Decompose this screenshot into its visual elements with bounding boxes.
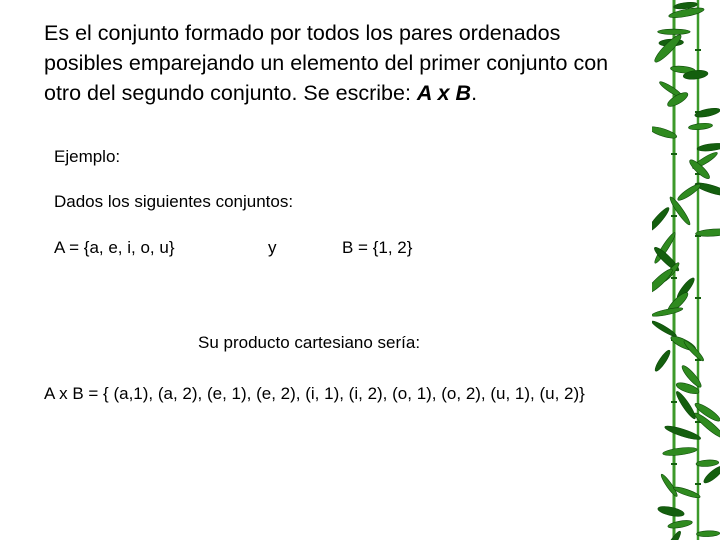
- bamboo-leaf: [657, 505, 685, 519]
- definition-formula: A x B: [416, 81, 472, 105]
- example-intro: Dados los siguientes conjuntos:: [54, 192, 294, 211]
- set-a: A = {a, e, i, o, u}: [54, 238, 175, 257]
- bamboo-leaf: [702, 464, 720, 485]
- definition-end: .: [471, 81, 478, 105]
- bamboo-leaf: [652, 267, 675, 297]
- bamboo-leaf: [696, 530, 720, 537]
- bamboo-leaf: [664, 424, 702, 442]
- definition-paragraph: [44, 18, 644, 108]
- conjunction: y: [268, 238, 277, 257]
- bamboo-leaf: [682, 339, 705, 363]
- bamboo-leaf: [696, 459, 719, 467]
- bamboo-leaf: [658, 29, 691, 34]
- bamboo-leaf: [688, 122, 713, 130]
- set-b: B = {1, 2}: [342, 238, 413, 257]
- bamboo-leaf: [661, 530, 683, 540]
- bamboo-leaf: [652, 206, 671, 234]
- definition-text: Es el conjunto formado por todos los pares ordenados posibles emparejando un elemento del primer conjunto con otro del segundo conjunto. Se escribe:: [44, 21, 609, 105]
- bamboo-leaf: [652, 32, 684, 64]
- bamboo-leaf: [652, 306, 683, 318]
- example-heading: Ejemplo:: [54, 147, 121, 166]
- bamboo-leaf: [662, 446, 697, 457]
- bamboo-border: [652, 0, 720, 540]
- bamboo-leaf: [653, 349, 672, 373]
- cartesian-product: A x B = { (a,1), (a, 2), (e, 1), (e, 2), (i, 1), (i, 2), (o, 1), (o, 2), (u, 1), (u, 2)}: [44, 384, 585, 403]
- bamboo-leaf: [659, 473, 679, 498]
- bamboo-leaf: [697, 142, 720, 152]
- result-intro: Su producto cartesiano sería:: [198, 333, 421, 352]
- bamboo-leaf: [674, 390, 698, 421]
- bamboo-leaf: [667, 519, 693, 530]
